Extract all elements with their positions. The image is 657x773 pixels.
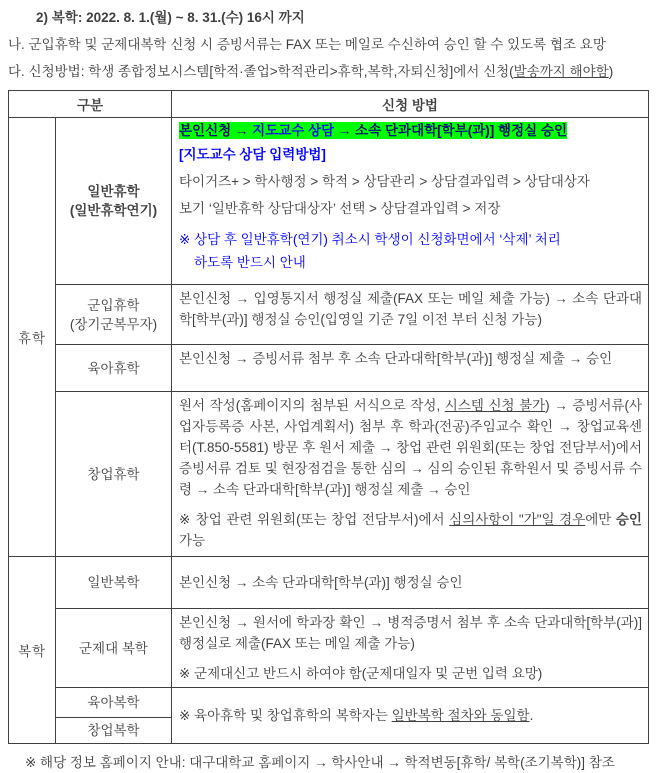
shared-return-note-part1: ※ 육아휴학 및 창업휴학의 복학자는 <box>179 708 392 723</box>
label-startup-return: 창업복학 <box>56 718 172 744</box>
intro-return-period: 2) 복학: 2022. 8. 1.(월) ~ 8. 31.(수) 16시 까지 <box>36 10 305 25</box>
highlighted-procedure <box>179 121 642 141</box>
header-method: 신청 방법 <box>172 91 649 118</box>
row-general-leave <box>9 118 649 285</box>
startup-procedure-no-system: 시스템 신청 불가 <box>444 398 546 413</box>
method-childcare-startup-return <box>172 688 649 744</box>
row-military-leave <box>9 285 649 345</box>
shared-return-note-underline: 일반복학 절차와 동일함 <box>391 708 530 723</box>
counsel-cancel-note-line2: 하도록 반드시 안내 <box>194 255 306 270</box>
intro-apply-method-text: 다. 신청방법: 학생 종합정보시스템[학적·졸업>학적관리>휴학,복학,자퇴신청]에서 신청( <box>8 64 514 79</box>
row-childcare-return <box>9 688 649 718</box>
procedure-step-self-apply: 본인신청 → <box>179 123 253 138</box>
method-startup-leave <box>172 392 649 557</box>
group-label-leave: 휴학 <box>9 118 56 557</box>
row-general-return <box>9 557 649 609</box>
military-return-procedure: 본인신청 → 원서에 학과장 확인 → 병적증명서 첨부 후 소속 단과대학[학부(과)] 행정실로 제출(FAX 또는 메일 제출 가능) <box>179 615 642 651</box>
startup-note-approval: 승인 <box>615 512 642 527</box>
startup-note-part1: ※ 창업 관련 위원회(또는 창업 전담부서)에서 <box>179 512 450 527</box>
row-startup-leave <box>9 392 649 557</box>
method-general-return <box>172 557 649 609</box>
startup-note-part3: 가능 <box>179 533 206 548</box>
row-military-return <box>9 609 649 688</box>
startup-procedure-part1: 원서 작성(홈페이지의 첨부된 서식으로 작성, <box>179 398 445 413</box>
method-military-leave <box>172 285 649 345</box>
label-military-leave-line2: (장기군복무자) <box>69 316 158 332</box>
intro-apply-method-underline: 발송까지 해야함 <box>513 64 609 79</box>
label-military-leave <box>56 285 172 345</box>
intro-apply-method <box>8 58 657 85</box>
method-childcare-leave <box>172 345 649 392</box>
military-leave-procedure: 본인신청 → 입영통지서 행정실 제출(FAX 또는 메일 체출 가능) → 소속 단과대학[학부(과)] 행정실 승인(입영일 기준 7일 이전 부터 신청 가능) <box>179 291 642 327</box>
startup-procedure-part2: ) → 증빙서류(사업자등록증 사본, 사업계획서) 첨부 후 학과(전공)주임교수 확인 → 창업교육센터(T.850-5581) 방문 후 원서 제출 → 창업 관련 위원회(또는 창업 전담부서)에서 증빙서류 검토 및 현장점검을 통한 심의 → 심의 승인된 휴학원서 및 증빙서류 수령 → 소속 단과대학[학부(과)] 행정실 제출 → 승인 <box>179 398 642 497</box>
label-general-return: 일반복학 <box>56 557 172 609</box>
label-general-leave-line2: (일반휴학연기) <box>69 203 158 218</box>
label-military-return: 군제대 복학 <box>56 609 172 688</box>
procedure-step-office-approval: → 소속 단과대학[학부(과)] 행정실 승인 <box>334 123 567 138</box>
intro-block <box>0 0 657 85</box>
general-return-procedure: 본인신청 → 소속 단과대학[학부(과)] 행정실 승인 <box>179 575 463 590</box>
intro-fax-mail-note: 나. 군입휴학 및 군제대복학 신청 시 증빙서류는 FAX 또는 메일로 수신하여 승인 할 수 있도록 협조 요망 <box>8 37 606 52</box>
method-general-leave <box>172 118 649 285</box>
startup-note-part2: 에만 <box>585 512 616 527</box>
method-military-return <box>172 609 649 688</box>
counsel-input-path-line1: 타이거즈+ > 학사행정 > 학적 > 상담관리 > 상담결과입력 > 상담대상자 <box>179 174 590 189</box>
counsel-input-path-line2: 보기 ‘일반휴학 상담대상자’ 선택 > 상담결과입력 > 저장 <box>179 201 501 216</box>
row-childcare-leave <box>9 345 649 392</box>
homepage-reference-note: ※ 해당 정보 홈페이지 안내: 대구대학교 홈페이지 → 학사안내 → 학적변동[휴학/ 복학(조기복학)] 참조 <box>25 755 615 770</box>
label-childcare-leave: 육아휴학 <box>56 345 172 392</box>
startup-note-condition: 심의사항이 "가"일 경우 <box>449 512 586 527</box>
label-childcare-return: 육아복학 <box>56 688 172 718</box>
childcare-leave-procedure: 본인신청 → 증빙서류 첨부 후 소속 단과대학[학부(과)] 행정실 제출 → 승인 <box>179 351 613 366</box>
military-return-note: ※ 군제대신고 반드시 하여야 함(군제대일자 및 군번 입력 요망) <box>179 666 543 681</box>
application-method-table <box>8 90 649 744</box>
shared-return-note-part2: . <box>529 708 534 723</box>
table-header-row <box>9 91 649 118</box>
label-military-leave-line1: 군입휴학 <box>87 297 140 313</box>
label-general-leave <box>56 118 172 285</box>
startup-leave-procedure <box>179 395 642 500</box>
header-category: 구분 <box>9 91 172 118</box>
counsel-cancel-note-line1: ※ 상담 후 일반휴학(연기) 취소시 학생이 신청화면에서 ‘삭제’ 처리 <box>179 232 561 247</box>
label-startup-leave: 창업휴학 <box>56 392 172 557</box>
startup-approval-note <box>179 509 642 551</box>
label-general-leave-line1: 일반휴학 <box>87 184 140 199</box>
counsel-input-method-title: [지도교수 상담 입력방법] <box>179 147 326 162</box>
procedure-step-advisor-counsel: 지도교수 상담 <box>252 123 335 138</box>
group-label-return: 복학 <box>9 557 56 744</box>
intro-apply-method-suffix: ) <box>608 64 614 79</box>
